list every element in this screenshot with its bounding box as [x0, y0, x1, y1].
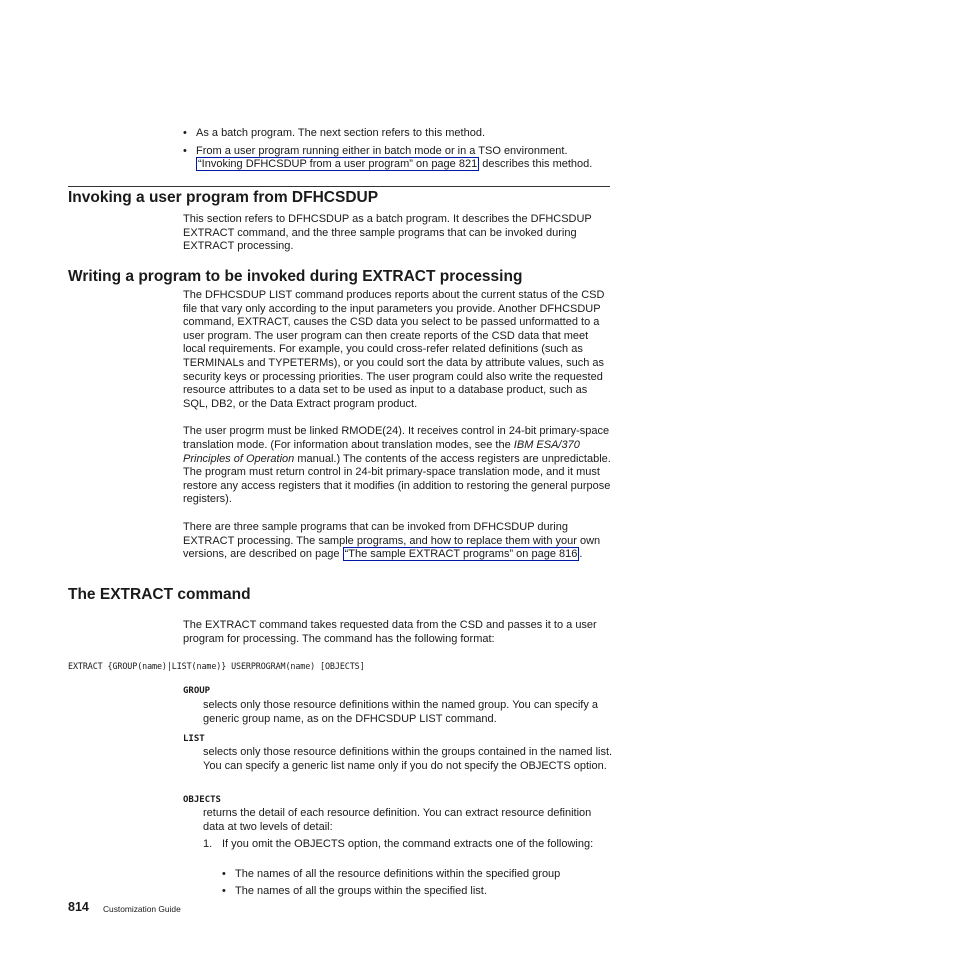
option-term-list: LIST — [183, 734, 205, 744]
book-title-footer: Customization Guide — [103, 904, 181, 914]
list-item — [183, 145, 613, 172]
paragraph — [183, 521, 613, 562]
option-term-objects: OBJECTS — [183, 795, 221, 805]
section-heading-writing: Writing a program to be invoked during EXTRACT processing — [68, 268, 523, 285]
command-syntax: EXTRACT {GROUP(name)|LIST(name)} USERPROGRAM(name) [OBJECTS] — [68, 661, 365, 671]
paragraph-text: The user progrm must be linked RMODE(24). It receives control in 24-bit primary-space translation mode. (For information about translation modes, see the — [183, 425, 610, 451]
section-heading-extract: The EXTRACT command — [68, 586, 251, 603]
list-item-suffix: describes this method. — [479, 158, 593, 171]
numbered-list-item — [203, 838, 615, 852]
paragraph-text: manual.) The contents of the access registers are unpredictable. The program must return control in 24-bit primary-space translation mode, and it must restore any access registers that it modifies (in addition to restoring the general purpose registers). — [183, 452, 611, 506]
list-item — [222, 885, 612, 899]
paragraph-text: . — [579, 548, 583, 561]
item-number: 1. — [203, 838, 213, 850]
list-item-text: As a batch program. The next section refers to this method. — [196, 127, 485, 139]
paragraph — [183, 425, 613, 507]
sample-extract-programs-link[interactable]: “The sample EXTRACT programs” on page 816 — [344, 548, 578, 561]
option-term-group: GROUP — [183, 686, 211, 696]
section-heading-invoking: Invoking a user program from DFHCSDUP — [68, 189, 379, 206]
list-item — [183, 127, 613, 141]
list-item-text: From a user program running either in batch mode or in a TSO environment. — [196, 144, 568, 157]
paragraph: The DFHCSDUP LIST command produces reports about the current status of the CSD file that vary only according to the input parameters you provide. Another DFHCSDUP command, EXTRACT, causes the CSD data you select to be passed unformatted to a user program. The user program can then create reports of the CSD data that meet local requirements. For example, you could cross-refer related definitions (such as TERMINALs and TYPETERMs), or you could sort the data by attribute values, such as security keys or processing priorities. The user program could also write the requested resource attributes to a data set to be used as input to a database product, such as SQL, DB2, or the Data Extract program product. — [183, 289, 605, 410]
section3-body — [183, 619, 613, 646]
option-desc-group: selects only those resource definitions within the named group. You can specify a generic group name, as on the DFHCSDUP LIST command. — [203, 699, 599, 725]
section1-body — [183, 213, 613, 254]
list-item-text: The names of all the groups within the specified list. — [235, 884, 487, 897]
item-text: If you omit the OBJECTS option, the command extracts one of the following: — [222, 838, 594, 850]
section2-body — [183, 289, 613, 562]
paragraph: The EXTRACT command takes requested data from the CSD and passes it to a user program for processing. The command has the following format: — [183, 619, 597, 645]
sub-bullet-list — [222, 868, 612, 898]
paragraph-text: There are three sample programs that can be invoked from DFHCSDUP during EXTRACT processing. The sample programs, and how to replace them with your own versions, are described on page — [183, 520, 601, 561]
page-number: 814 — [68, 900, 89, 914]
invoking-dfhcsdup-link[interactable]: “Invoking DFHCSDUP from a user program” on page 821 — [198, 158, 478, 171]
paragraph: This section refers to DFHCSDUP as a batch program. It describes the DFHCSDUP EXTRACT command, and the three sample programs that can be invoked during EXTRACT processing. — [183, 213, 592, 253]
option-desc-list: selects only those resource definitions within the groups contained in the named list. You can specify a generic list name only if you do not specify the OBJECTS option. — [203, 746, 613, 772]
option-desc-objects: returns the detail of each resource definition. You can extract resource definition data at two levels of detail: — [203, 807, 592, 833]
list-item — [222, 868, 612, 882]
list-item-text: The names of all the resource definitions within the specified group — [235, 868, 561, 880]
book-title: IBM ESA/370 Principles of Operation — [183, 438, 580, 465]
intro-bullet-list — [183, 127, 613, 172]
section-divider — [68, 186, 610, 187]
